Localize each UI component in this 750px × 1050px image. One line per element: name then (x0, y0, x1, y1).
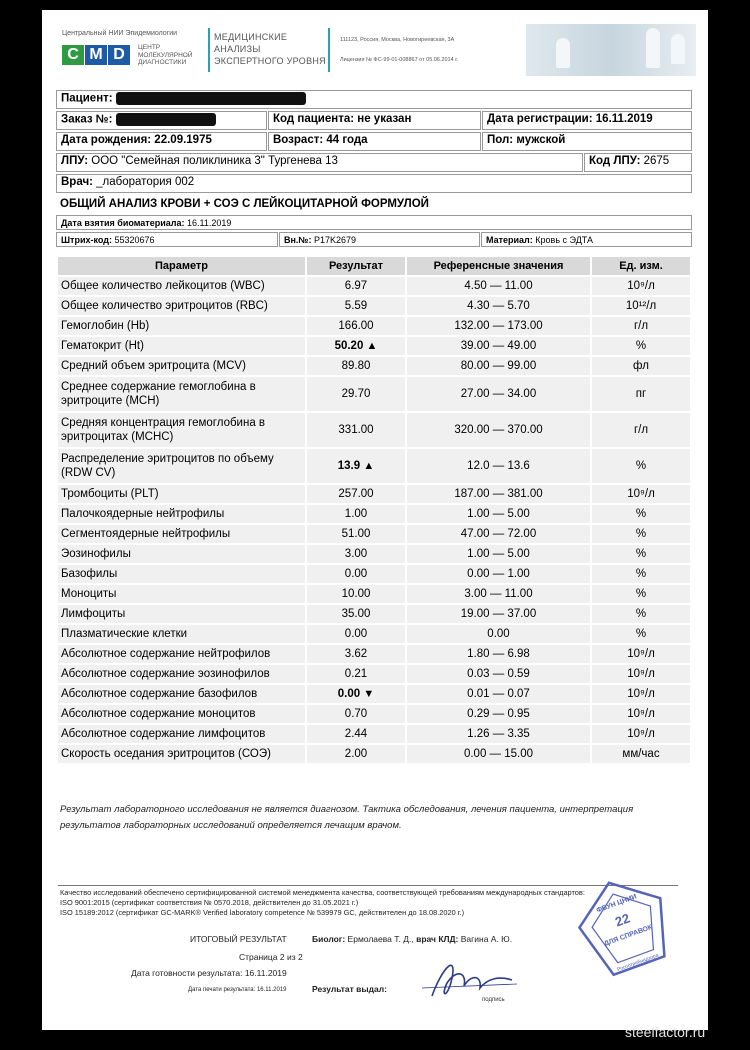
report-header (42, 10, 708, 80)
table-row (58, 449, 692, 483)
table-row (58, 357, 692, 375)
barcode-box: Штрих-код: 55320676 (56, 232, 278, 247)
result-cell: 2.00 (307, 745, 407, 763)
parameter-cell: Общее количество лейкоцитов (WBC) (58, 277, 307, 295)
result-cell: 0.00 ▼ (307, 685, 407, 703)
unit-cell: % (592, 565, 692, 583)
result-cell: 3.62 (307, 645, 407, 663)
patient-row: Пациент: (56, 90, 692, 109)
col-result: Результат (307, 257, 407, 275)
reference-cell: 47.00 — 72.00 (407, 525, 592, 543)
birth-date: Дата рождения: 22.09.1975 (56, 132, 267, 151)
result-cell: 35.00 (307, 605, 407, 623)
certification-text: Качество исследований обеспечено сертифицированной системой менеджмента качества, соответствующей требованиям международных стандартов: ISO 9001:2015 (сертификат соответствия № 0570.2018, действителен до 31.05.2021 г.) ISO 15189:2012 (сертификат GC-MARK® Verified laboratory competence № 539979 GC, действителен до 18.08.2020 г.) (60, 888, 585, 917)
parameter-cell: Абсолютное содержание нейтрофилов (58, 645, 307, 663)
table-row (58, 297, 692, 315)
unit-cell: 10⁹/л (592, 277, 692, 295)
parameter-cell: Сегментоядерные нейтрофилы (58, 525, 307, 543)
result-cell: 3.00 (307, 545, 407, 563)
reference-cell: 0.00 — 15.00 (407, 745, 592, 763)
parameter-cell: Лимфоциты (58, 605, 307, 623)
table-row (58, 665, 692, 683)
reference-cell: 80.00 — 99.00 (407, 357, 592, 375)
unit-cell: 10⁹/л (592, 705, 692, 723)
table-row (58, 277, 692, 295)
result-cell: 1.00 (307, 505, 407, 523)
parameter-cell: Палочкоядерные нейтрофилы (58, 505, 307, 523)
unit-cell: мм/час (592, 745, 692, 763)
parameter-cell: Абсолютное содержание базофилов (58, 685, 307, 703)
table-row (58, 725, 692, 743)
result-cell: 51.00 (307, 525, 407, 543)
result-cell: 257.00 (307, 485, 407, 503)
signature (412, 948, 522, 1003)
final-result-label: ИТОГОВЫЙ РЕЗУЛЬТАТ (190, 934, 287, 944)
sample-date-row: Дата взятия биоматериала: 16.11.2019 (56, 215, 692, 230)
unit-cell: 10⁹/л (592, 665, 692, 683)
result-cell: 6.97 (307, 277, 407, 295)
table-row (58, 377, 692, 411)
result-cell: 0.70 (307, 705, 407, 723)
reference-cell: 0.29 — 0.95 (407, 705, 592, 723)
parameter-cell: Плазматические клетки (58, 625, 307, 643)
patient-code: Код пациента: не указан (268, 111, 481, 130)
parameter-cell: Средний объем эритроцита (MCV) (58, 357, 307, 375)
lpu-code: Код ЛПУ: 2675 (584, 153, 692, 172)
result-cell: 13.9 ▲ (307, 449, 407, 483)
svg-text:ДЛЯ СПРАВОК: ДЛЯ СПРАВОК (603, 923, 654, 948)
laboratory-photo (526, 24, 696, 76)
internal-number-box: Вн.№: P17K2679 (279, 232, 480, 247)
svg-text:ФБУН ЦНИИ: ФБУН ЦНИИ (595, 893, 638, 915)
unit-cell: % (592, 337, 692, 355)
result-cell: 166.00 (307, 317, 407, 335)
org-name: Центральный НИИ Эпидемиологии (62, 30, 178, 37)
unit-cell: 10⁹/л (592, 645, 692, 663)
unit-cell: г/л (592, 413, 692, 447)
flag-icon: ▼ (363, 688, 375, 700)
page-number: Страница 2 из 2 (239, 952, 303, 962)
table-row (58, 705, 692, 723)
reference-cell: 12.0 — 13.6 (407, 449, 592, 483)
patient-sex: Пол: мужской (482, 132, 692, 151)
reference-cell: 39.00 — 49.00 (407, 337, 592, 355)
table-row (58, 317, 692, 335)
unit-cell: % (592, 505, 692, 523)
unit-cell: % (592, 545, 692, 563)
table-row (58, 685, 692, 703)
parameter-cell: Абсолютное содержание моноцитов (58, 705, 307, 723)
result-cell: 89.80 (307, 357, 407, 375)
result-cell: 0.00 (307, 625, 407, 643)
ready-date: Дата готовности результата: 16.11.2019 (131, 968, 287, 978)
reference-cell: 4.30 — 5.70 (407, 297, 592, 315)
result-cell: 50.20 ▲ (307, 337, 407, 355)
unit-cell: фл (592, 357, 692, 375)
order-number-redacted (116, 113, 216, 126)
table-row (58, 565, 692, 583)
col-parameter: Параметр (58, 257, 307, 275)
result-cell: 331.00 (307, 413, 407, 447)
unit-cell: 10¹²/л (592, 297, 692, 315)
table-row (58, 485, 692, 503)
svg-text:22: 22 (613, 910, 632, 930)
header-tagline: МЕДИЦИНСКИЕ АНАЛИЗЫ ЭКСПЕРТНОГО УРОВНЯ (214, 32, 326, 66)
reference-cell: 187.00 — 381.00 (407, 485, 592, 503)
reference-cell: 1.00 — 5.00 (407, 505, 592, 523)
result-cell: 10.00 (307, 585, 407, 603)
reference-cell: 0.00 — 1.00 (407, 565, 592, 583)
col-reference: Референсные значения (407, 257, 592, 275)
result-cell: 5.59 (307, 297, 407, 315)
lpu-row: ЛПУ: ООО "Семейная поликлиника 3" Тургенева 13 (56, 153, 583, 172)
reference-cell: 1.80 — 6.98 (407, 645, 592, 663)
lab-report-page (42, 10, 708, 1030)
header-divider-2 (328, 28, 330, 72)
registration-date: Дата регистрации: 16.11.2019 (482, 111, 692, 130)
cmd-logo: C M D (62, 45, 131, 65)
parameter-cell: Гемоглобин (Hb) (58, 317, 307, 335)
reference-cell: 3.00 — 11.00 (407, 585, 592, 603)
table-row (58, 525, 692, 543)
parameter-cell: Гематокрит (Ht) (58, 337, 307, 355)
unit-cell: % (592, 625, 692, 643)
reference-cell: 132.00 — 173.00 (407, 317, 592, 335)
unit-cell: г/л (592, 317, 692, 335)
col-unit: Ед. изм. (592, 257, 692, 275)
material-box: Материал: Кровь с ЭДТА (481, 232, 692, 247)
parameter-cell: Тромбоциты (PLT) (58, 485, 307, 503)
table-row (58, 605, 692, 623)
table-row (58, 745, 692, 763)
parameter-cell: Базофилы (58, 565, 307, 583)
flag-icon: ▲ (366, 340, 378, 352)
unit-cell: % (592, 605, 692, 623)
result-cell: 29.70 (307, 377, 407, 411)
test-title: ОБЩИЙ АНАЛИЗ КРОВИ + СОЭ С ЛЕЙКОЦИТАРНОЙ ФОРМУЛОЙ (60, 198, 429, 210)
table-row (58, 585, 692, 603)
unit-cell: 10⁹/л (592, 485, 692, 503)
patient-age: Возраст: 44 года (268, 132, 481, 151)
order-row: Заказ №: (56, 111, 267, 130)
svg-text:Роспотребнадзора: Роспотребнадзора (616, 952, 660, 973)
result-cell: 0.00 (307, 565, 407, 583)
parameter-cell: Средняя концентрация гемоглобина в эритроцитах (MCHC) (58, 413, 307, 447)
logo-subtitle: ЦЕНТР МОЛЕКУЛЯРНОЙ ДИАГНОСТИКИ (138, 44, 193, 66)
reference-cell: 1.26 — 3.35 (407, 725, 592, 743)
lab-address: 111123, Россия, Москва, Новогиреевская, 3А Лицензия № ФС-99-01-008867 от 05.06.2014 г. (340, 37, 459, 63)
parameter-cell: Абсолютное содержание лимфоцитов (58, 725, 307, 743)
unit-cell: 10⁹/л (592, 725, 692, 743)
disclaimer-note: Результат лабораторного исследования не является диагнозом. Тактика обследования, лечения пациента, интерпретация результатов лабораторных исследований определяется лечащим врачом. (60, 804, 634, 831)
table-row (58, 337, 692, 355)
unit-cell: пг (592, 377, 692, 411)
results-table (58, 255, 692, 765)
print-date: Дата печати результата: 16.11.2019 (188, 987, 287, 993)
reference-cell: 1.00 — 5.00 (407, 545, 592, 563)
result-cell: 0.21 (307, 665, 407, 683)
reference-cell: 0.01 — 0.07 (407, 685, 592, 703)
reference-cell: 27.00 — 34.00 (407, 377, 592, 411)
parameter-cell: Абсолютное содержание эозинофилов (58, 665, 307, 683)
parameter-cell: Эозинофилы (58, 545, 307, 563)
reference-cell: 0.00 (407, 625, 592, 643)
table-row (58, 645, 692, 663)
signatories: Биолог: Ермолаева Т. Д., врач КЛД: Вагина А. Ю. (312, 934, 513, 944)
unit-cell: % (592, 525, 692, 543)
flag-icon: ▲ (363, 460, 375, 472)
reference-cell: 320.00 — 370.00 (407, 413, 592, 447)
watermark: steelfactor.ru (625, 1024, 706, 1040)
unit-cell: 10⁹/л (592, 685, 692, 703)
header-divider (208, 28, 210, 72)
parameter-cell: Распределение эритроцитов по объему (RDW CV) (58, 449, 307, 483)
parameter-cell: Скорость оседания эритроцитов (СОЭ) (58, 745, 307, 763)
signature-caption: подпись (482, 997, 505, 1003)
parameter-cell: Общее количество эритроцитов (RBC) (58, 297, 307, 315)
table-row (58, 625, 692, 643)
unit-cell: % (592, 449, 692, 483)
reference-cell: 4.50 — 11.00 (407, 277, 592, 295)
reference-cell: 0.03 — 0.59 (407, 665, 592, 683)
reference-cell: 19.00 — 37.00 (407, 605, 592, 623)
unit-cell: % (592, 585, 692, 603)
table-row (58, 413, 692, 447)
parameter-cell: Моноциты (58, 585, 307, 603)
result-cell: 2.44 (307, 725, 407, 743)
table-row (58, 545, 692, 563)
table-row (58, 505, 692, 523)
results-table-header (58, 257, 692, 275)
patient-name-redacted (116, 92, 306, 105)
organization-stamp (570, 872, 680, 982)
issued-by-label: Результат выдал: (312, 984, 387, 994)
doctor-row: Врач: _лаборатория 002 (56, 174, 692, 193)
parameter-cell: Среднее содержание гемоглобина в эритроците (MCH) (58, 377, 307, 411)
